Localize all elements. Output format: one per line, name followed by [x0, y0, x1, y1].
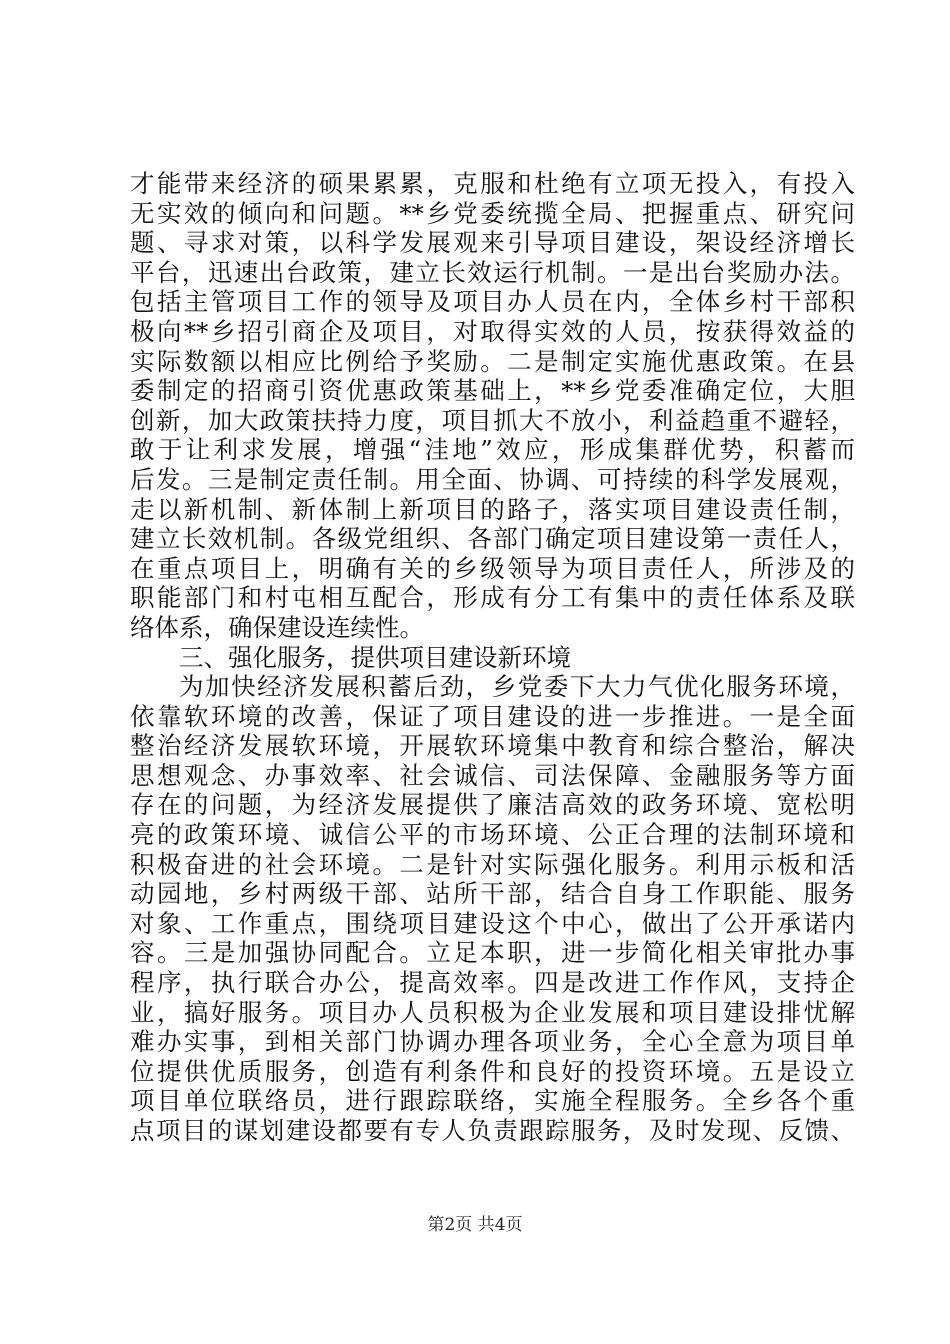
- body-line: 容。三是加强协同配合。立足本职，进一步简化相关审批办事: [130, 938, 855, 968]
- body-line: 后发。三是制定责任制。用全面、协调、可持续的科学发展观，: [130, 464, 855, 494]
- body-line: 程序，执行联合办公，提高效率。四是改进工作作风，支持企: [130, 968, 855, 998]
- body-line: 积极奋进的社会环境。二是针对实际强化服务。利用示板和活: [130, 849, 855, 879]
- body-line: 依靠软环境的改善，保证了项目建设的进一步推进。一是全面: [130, 701, 855, 731]
- document-body: [130, 169, 855, 1146]
- body-line: 为加快经济发展积蓄后劲，乡党委下大力气优化服务环境，: [179, 672, 855, 702]
- body-line: 项目单位联络员，进行跟踪联络，实施全程服务。全乡各个重: [130, 1086, 855, 1116]
- body-line: 委制定的招商引资优惠政策基础上，**乡党委准确定位，大胆: [130, 376, 855, 406]
- section-heading: 三、强化服务，提供项目建设新环境: [179, 642, 571, 672]
- body-line: 业，搞好服务。项目办人员积极为企业发展和项目建设排忧解: [130, 997, 855, 1027]
- body-line: 建立长效机制。各级党组织、各部门确定项目建设第一责任人，: [130, 524, 855, 554]
- body-line: 难办实事，到相关部门协调办理各项业务，全心全意为项目单: [130, 1027, 855, 1057]
- body-line: 点项目的谋划建设都要有专人负责跟踪服务，及时发现、反馈、: [130, 1116, 855, 1145]
- body-line: 才能带来经济的硕果累累，克服和杜绝有立项无投入，有投入: [130, 169, 855, 198]
- body-line: 敢于让利求发展，增强“洼地”效应，形成集群优势，积蓄而: [130, 435, 855, 465]
- body-line: 职能部门和村屯相互配合，形成有分工有集中的责任体系及联: [130, 583, 855, 613]
- body-line: 实际数额以相应比例给予奖励。二是制定实施优惠政策。在县: [130, 346, 855, 376]
- body-line: 题、寻求对策，以科学发展观来引导项目建设，架设经济增长: [130, 228, 855, 258]
- body-line: 走以新机制、新体制上新项目的路子，落实项目建设责任制，: [130, 494, 855, 524]
- body-line: 络体系，确保建设连续性。: [130, 612, 424, 642]
- body-line: 位提供优质服务，创造有利条件和良好的投资环境。五是设立: [130, 1056, 855, 1086]
- body-line: 创新，加大政策扶持力度，项目抓大不放小，利益趋重不避轻，: [130, 405, 855, 435]
- body-line: 存在的问题，为经济发展提供了廉洁高效的政务环境、宽松明: [130, 790, 855, 820]
- body-line: 平台，迅速出台政策，建立长效运行机制。一是出台奖励办法。: [130, 257, 855, 287]
- body-line: 亮的政策环境、诚信公平的市场环境、公正合理的法制环境和: [130, 820, 855, 850]
- body-line: 在重点项目上，明确有关的乡级领导为项目责任人，所涉及的: [130, 553, 855, 583]
- body-line: 整治经济发展软环境，开展软环境集中教育和综合整治，解决: [130, 731, 855, 761]
- body-line: 极向**乡招引商企及项目，对取得实效的人员，按获得效益的: [130, 316, 855, 346]
- body-line: 动园地，乡村两级干部、站所干部，结合自身工作职能、服务: [130, 879, 855, 909]
- body-line: 包括主管项目工作的领导及项目办人员在内，全体乡村干部积: [130, 287, 855, 317]
- body-line: 对象、工作重点，围绕项目建设这个中心，做出了公开承诺内: [130, 908, 855, 938]
- body-line: 无实效的倾向和问题。**乡党委统揽全局、把握重点、研究问: [130, 198, 855, 228]
- body-line: 思想观念、办事效率、社会诚信、司法保障、金融服务等方面: [130, 760, 855, 790]
- page-number-footer: 第2页 共4页: [427, 1215, 523, 1235]
